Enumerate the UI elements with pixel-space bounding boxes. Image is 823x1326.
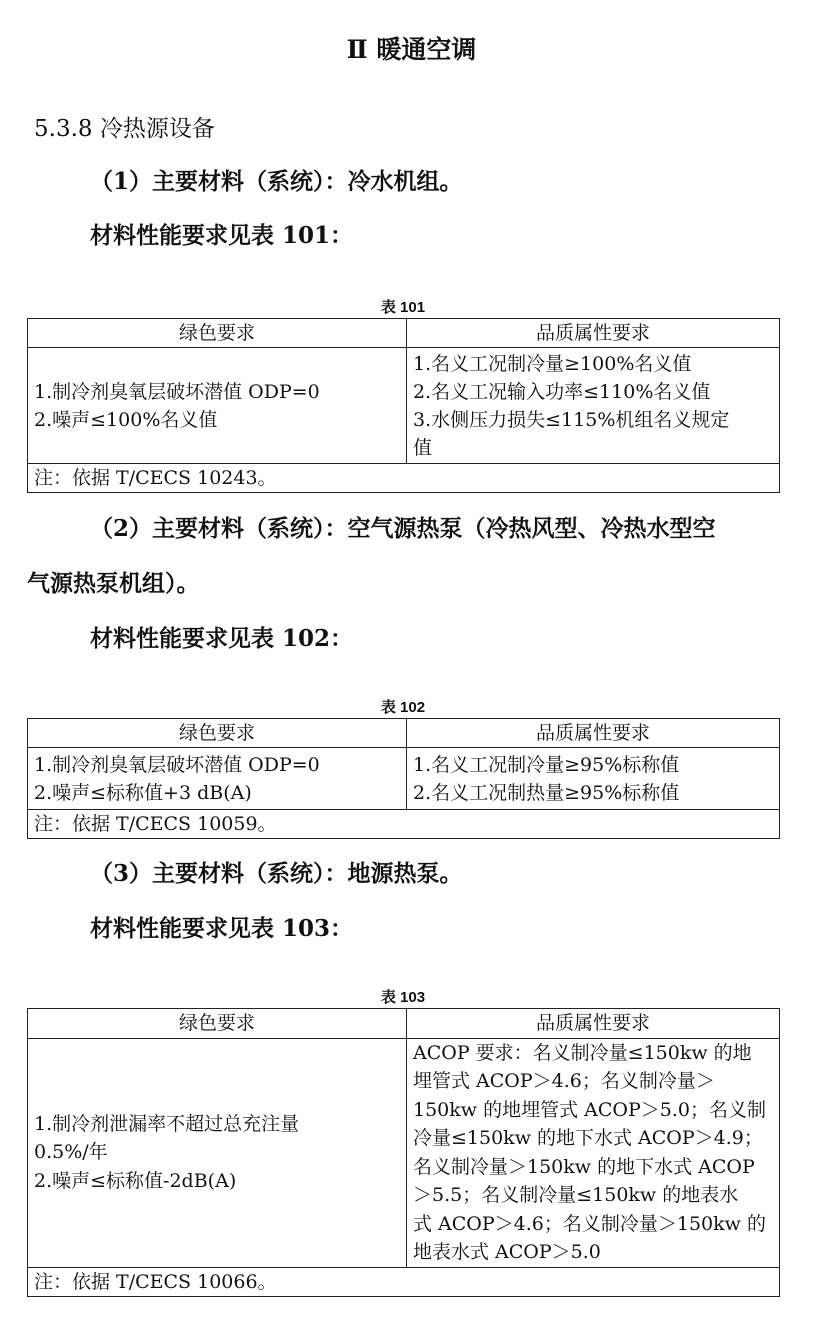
header-quality: 品质属性要求 xyxy=(407,719,780,748)
header-quality: 品质属性要求 xyxy=(407,1009,780,1039)
item-1: （1）主要材料（系统）：冷水机组。 xyxy=(90,168,463,195)
table-102 xyxy=(27,718,780,839)
header-quality: 品质属性要求 xyxy=(407,319,780,348)
item-3: （3）主要材料（系统）：地源热泵。 xyxy=(90,860,463,887)
table-note: 注：依据 T/CECS 10066。 xyxy=(28,1267,780,1297)
table-101 xyxy=(27,318,780,493)
header-green: 绿色要求 xyxy=(28,1009,407,1039)
section-heading: 5.3.8 冷热源设备 xyxy=(34,116,215,142)
quality-cell: 1.名义工况制冷量≥100%名义值 2.名义工况输入功率≤110%名义值 3.水侧压力损失≤115%机组名义规定 值 xyxy=(407,348,780,464)
header-green: 绿色要求 xyxy=(28,319,407,348)
ref-1: 材料性能要求见表 101： xyxy=(90,222,354,249)
green-cell: 1.制冷剂泄漏率不超过总充注量 0.5%/年 2.噪声≤标称值-2dB(A) xyxy=(28,1038,407,1267)
item-2: （2）主要材料（系统）：空气源热泵（冷热风型、冷热水型空 xyxy=(90,515,716,542)
table-note: 注：依据 T/CECS 10059。 xyxy=(28,810,780,839)
ref-3: 材料性能要求见表 103： xyxy=(90,915,354,942)
green-cell: 1.制冷剂臭氧层破坏潜值 ODP=0 2.噪声≤标称值+3 dB(A) xyxy=(28,748,407,810)
table-caption-101: 表 101 xyxy=(380,299,426,316)
quality-cell: ACOP 要求：名义制冷量≤150kw 的地 埋管式 ACOP＞4.6；名义制冷量＞ 150kw 的地埋管式 ACOP＞5.0；名义制 冷量≤150kw 的地下水式 ACOP＞4.9； 名义制冷量＞150kw 的地下水式 ACOP ＞5.5；名义制冷量≤150kw 的地表水 式 ACOP＞4.6；名义制冷量＞150kw 的 地表水式 ACOP＞5.0 xyxy=(407,1038,780,1267)
item-2-cont: 气源热泵机组）。 xyxy=(27,570,200,597)
ref-2: 材料性能要求见表 102： xyxy=(90,625,354,652)
header-green: 绿色要求 xyxy=(28,719,407,748)
chapter-title: Ⅱ 暖通空调 xyxy=(346,35,477,64)
table-note: 注：依据 T/CECS 10243。 xyxy=(28,464,780,493)
table-103 xyxy=(27,1008,780,1297)
quality-cell: 1.名义工况制冷量≥95%标称值 2.名义工况制热量≥95%标称值 xyxy=(407,748,780,810)
table-caption-103: 表 103 xyxy=(380,989,426,1006)
green-cell: 1.制冷剂臭氧层破坏潜值 ODP=0 2.噪声≤100%名义值 xyxy=(28,348,407,464)
table-caption-102: 表 102 xyxy=(380,699,426,716)
